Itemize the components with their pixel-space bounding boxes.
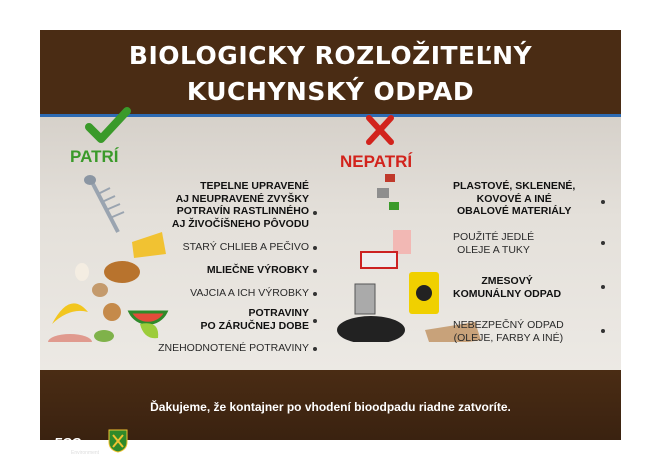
bullet-dot: [601, 285, 605, 289]
radioactive-barrel-icon: [409, 272, 439, 314]
cucumber-icon: [94, 330, 114, 342]
belongs-item-3: MLIEČNE VÝROBKY: [206, 264, 309, 276]
not-belongs-heading: NEPATRÍ: [340, 152, 413, 171]
thanks-message: Ďakujeme, že kontajner po vhodení bioodpadu riadne zatvoríte.: [150, 400, 511, 414]
header: [40, 30, 621, 117]
cheese-icon: [132, 232, 166, 258]
pepper-icon: [140, 323, 158, 338]
not-belongs-item-3: ZMESOVÝ KOMUNÁLNY ODPAD: [453, 275, 562, 300]
cup-icon: [393, 230, 411, 254]
belongs-item-1: TEPELNE UPRAVENÉ AJ NEUPRAVENÉ ZVYŠKY POTRAVÍN RASTLINNÉHO AJ ŽIVOČÍŠNEHO PÔVODU: [171, 180, 309, 230]
not-belongs-item-2: POUŽITÉ JEDLÉ OLEJE A TUKY: [453, 231, 535, 256]
meat-icon: [48, 334, 92, 342]
bullet-dot: [313, 269, 317, 273]
food-tray-icon: [361, 252, 397, 268]
organic-waste-illustration: [40, 172, 180, 342]
bullet-dot: [313, 211, 317, 215]
footer: [40, 370, 621, 456]
onion-icon: [103, 303, 121, 321]
municipal-crest-icon: [108, 429, 128, 453]
belongs-item-6: ZNEHODNOTENÉ POTRAVINY: [158, 342, 309, 354]
bullet-dot: [313, 292, 317, 296]
content-area: [40, 117, 621, 370]
watermelon-icon: [130, 312, 166, 323]
check-icon: [85, 107, 131, 147]
banana-icon: [52, 303, 88, 324]
bread-icon: [104, 261, 140, 283]
paint-can-icon: [355, 284, 375, 314]
svg-text:Environment: Environment: [71, 450, 100, 456]
belongs-item-2: STARÝ CHLIEB A PEČIVO: [182, 241, 309, 253]
website-link[interactable]: www.fcc-group.sk: [531, 444, 600, 453]
belongs-item-5: POTRAVINY PO ZÁRUČNEJ DOBE: [200, 307, 309, 332]
bullet-dot: [313, 347, 317, 351]
bullet-dot: [601, 200, 605, 204]
bullet-dot: [313, 319, 317, 323]
poster: [40, 30, 621, 456]
svg-text:FCC: FCC: [54, 435, 81, 450]
trash-bag-icon: [337, 316, 405, 342]
bullet-dot: [601, 241, 605, 245]
belongs-item-4: VAJCIA A ICH VÝROBKY: [190, 287, 309, 299]
cans-icon: [377, 174, 399, 210]
egg-icon: [75, 263, 89, 281]
bullet-dot: [601, 329, 605, 333]
title-line-1: BIOLOGICKY ROZLOŽITEĽNÝ: [128, 41, 533, 70]
belongs-heading: PATRÍ: [70, 147, 119, 166]
not-belongs-item-4: NEBEZPEČNÝ ODPAD (OLEJE, FARBY A INÉ): [453, 319, 564, 344]
fish-bone-icon: [84, 175, 124, 232]
bullet-dot: [313, 246, 317, 250]
not-belongs-item-1: PLASTOVÉ, SKLENENÉ, KOVOVÉ A INÉ OBALOVÉ MATERIÁLY: [453, 180, 576, 217]
cross-icon: [365, 114, 395, 146]
title-line-2: KUCHYNSKÝ ODPAD: [186, 77, 475, 106]
fcc-logo: [54, 434, 104, 456]
potato-icon: [92, 283, 108, 297]
